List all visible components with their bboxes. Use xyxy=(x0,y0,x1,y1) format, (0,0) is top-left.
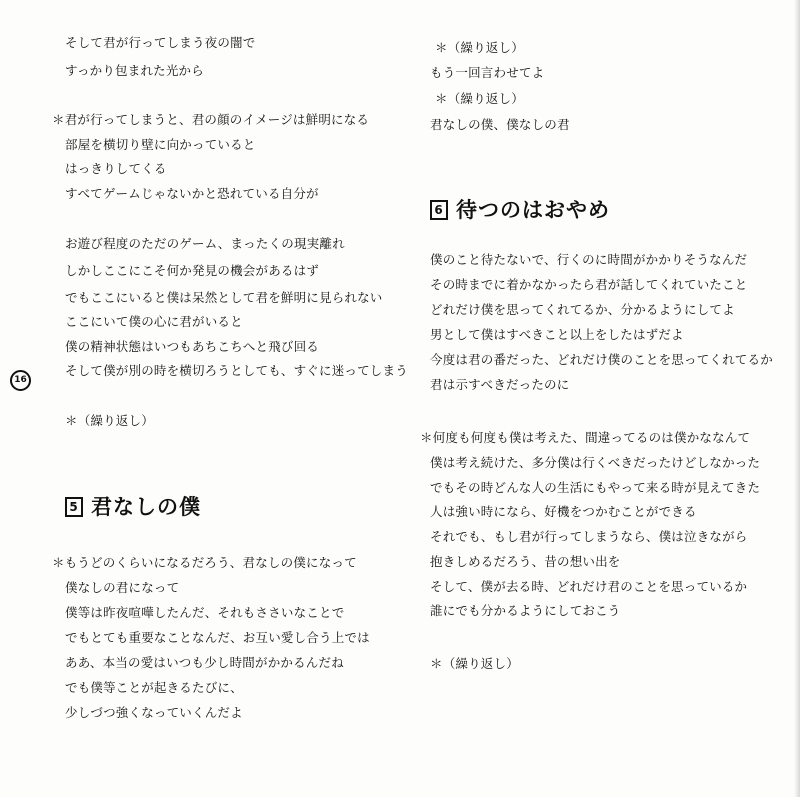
lyric-line: ＊もうどのくらいになるだろう、君なしの僕になって xyxy=(52,555,357,570)
lyric-line: 君は示すべきだったのに xyxy=(430,377,570,392)
lyric-line: でもその時どんな人の生活にもやって来る時が見えてきた xyxy=(430,480,761,495)
section-title: 待つのはおやめ xyxy=(456,198,610,222)
lyric-line: 今度は君の番だった、どれだけ僕のことを思ってくれてるか xyxy=(430,352,773,367)
lyric-line: その時までに着かなかったら君が話してくれていたこと xyxy=(430,277,748,292)
lyric-line: そして君が行ってしまう夜の闇で xyxy=(65,35,256,50)
lyric-line: 僕等は昨夜喧嘩したんだ、それもささいなことで xyxy=(65,605,345,620)
page-edge-shadow xyxy=(794,0,800,797)
lyric-line: ああ、本当の愛はいつも少し時間がかかるんだね xyxy=(65,655,344,670)
lyric-line: 男として僕はすべきこと以上をしたはずだよ xyxy=(430,327,684,342)
lyric-line: でもここにいると僕は呆然として君を鮮明に見られない xyxy=(65,290,383,305)
repeat-marker: ＊（繰り返し） xyxy=(65,413,154,428)
lyric-line: ここにいて僕の心に君がいると xyxy=(65,314,243,329)
lyric-line: でも僕等ことが起きるたびに、 xyxy=(65,680,243,695)
track-number: 5 xyxy=(65,497,83,517)
lyric-line: はっきりしてくる xyxy=(65,161,167,176)
lyric-line: 誰にでも分かるようにしておこう xyxy=(430,603,621,618)
lyric-line: それでも、もし君が行ってしまうなら、僕は泣きながら xyxy=(430,529,748,544)
repeat-marker: ＊（繰り返し） xyxy=(430,656,519,671)
lyric-line: しかしここにこそ何か発見の機会があるはず xyxy=(65,263,320,278)
section-heading xyxy=(65,493,201,521)
lyric-line: すっかり包まれた光から xyxy=(65,63,204,78)
lyric-line: 少しづつ強くなっていくんだよ xyxy=(65,705,243,720)
lyric-line: すべてゲームじゃないかと恐れている自分が xyxy=(65,186,319,201)
lyric-line: でもとても重要なことなんだ、お互い愛し合う上では xyxy=(65,630,370,645)
lyric-line: 君なしの僕、僕なしの君 xyxy=(430,117,570,132)
lyric-line: 部屋を横切り壁に向かっていると xyxy=(65,137,256,152)
lyric-line: 僕の精神状態はいつもあちこちへと飛び回る xyxy=(65,339,320,354)
lyric-line: もう一回言わせてよ xyxy=(430,65,545,80)
lyric-line: ＊何度も何度も僕は考えた、間違ってるのは僕かななんて xyxy=(420,430,751,445)
lyric-line: 人は強い時になら、好機をつかむことができる xyxy=(430,504,697,519)
lyric-line: お遊び程度のただのゲーム、まったくの現実離れ xyxy=(65,236,345,251)
section-heading xyxy=(430,196,610,224)
track-number: 6 xyxy=(430,200,448,220)
lyric-line: 僕なしの君になって xyxy=(65,580,180,595)
lyric-line: ＊君が行ってしまうと、君の顔のイメージは鮮明になる xyxy=(52,112,370,127)
repeat-marker: ＊（繰り返し） xyxy=(435,40,524,55)
lyric-line: そして、僕が去る時、どれだけ君のことを思っているか xyxy=(430,579,748,594)
lyric-line: そして僕が別の時を横切ろうとしても、すぐに迷ってしまう xyxy=(65,363,408,378)
lyric-line: 僕のこと待たないで、行くのに時間がかかりそうなんだ xyxy=(430,252,748,267)
section-title: 君なしの僕 xyxy=(91,495,201,519)
lyric-line: 僕は考え続けた、多分僕は行くべきだったけどしなかった xyxy=(430,455,761,470)
lyric-line: 抱きしめるだろう、昔の想い出を xyxy=(430,554,621,569)
page-number: 16 xyxy=(10,370,31,391)
lyric-line: どれだけ僕を思ってくれてるか、分かるようにしてよ xyxy=(430,302,735,317)
repeat-marker: ＊（繰り返し） xyxy=(435,91,524,106)
